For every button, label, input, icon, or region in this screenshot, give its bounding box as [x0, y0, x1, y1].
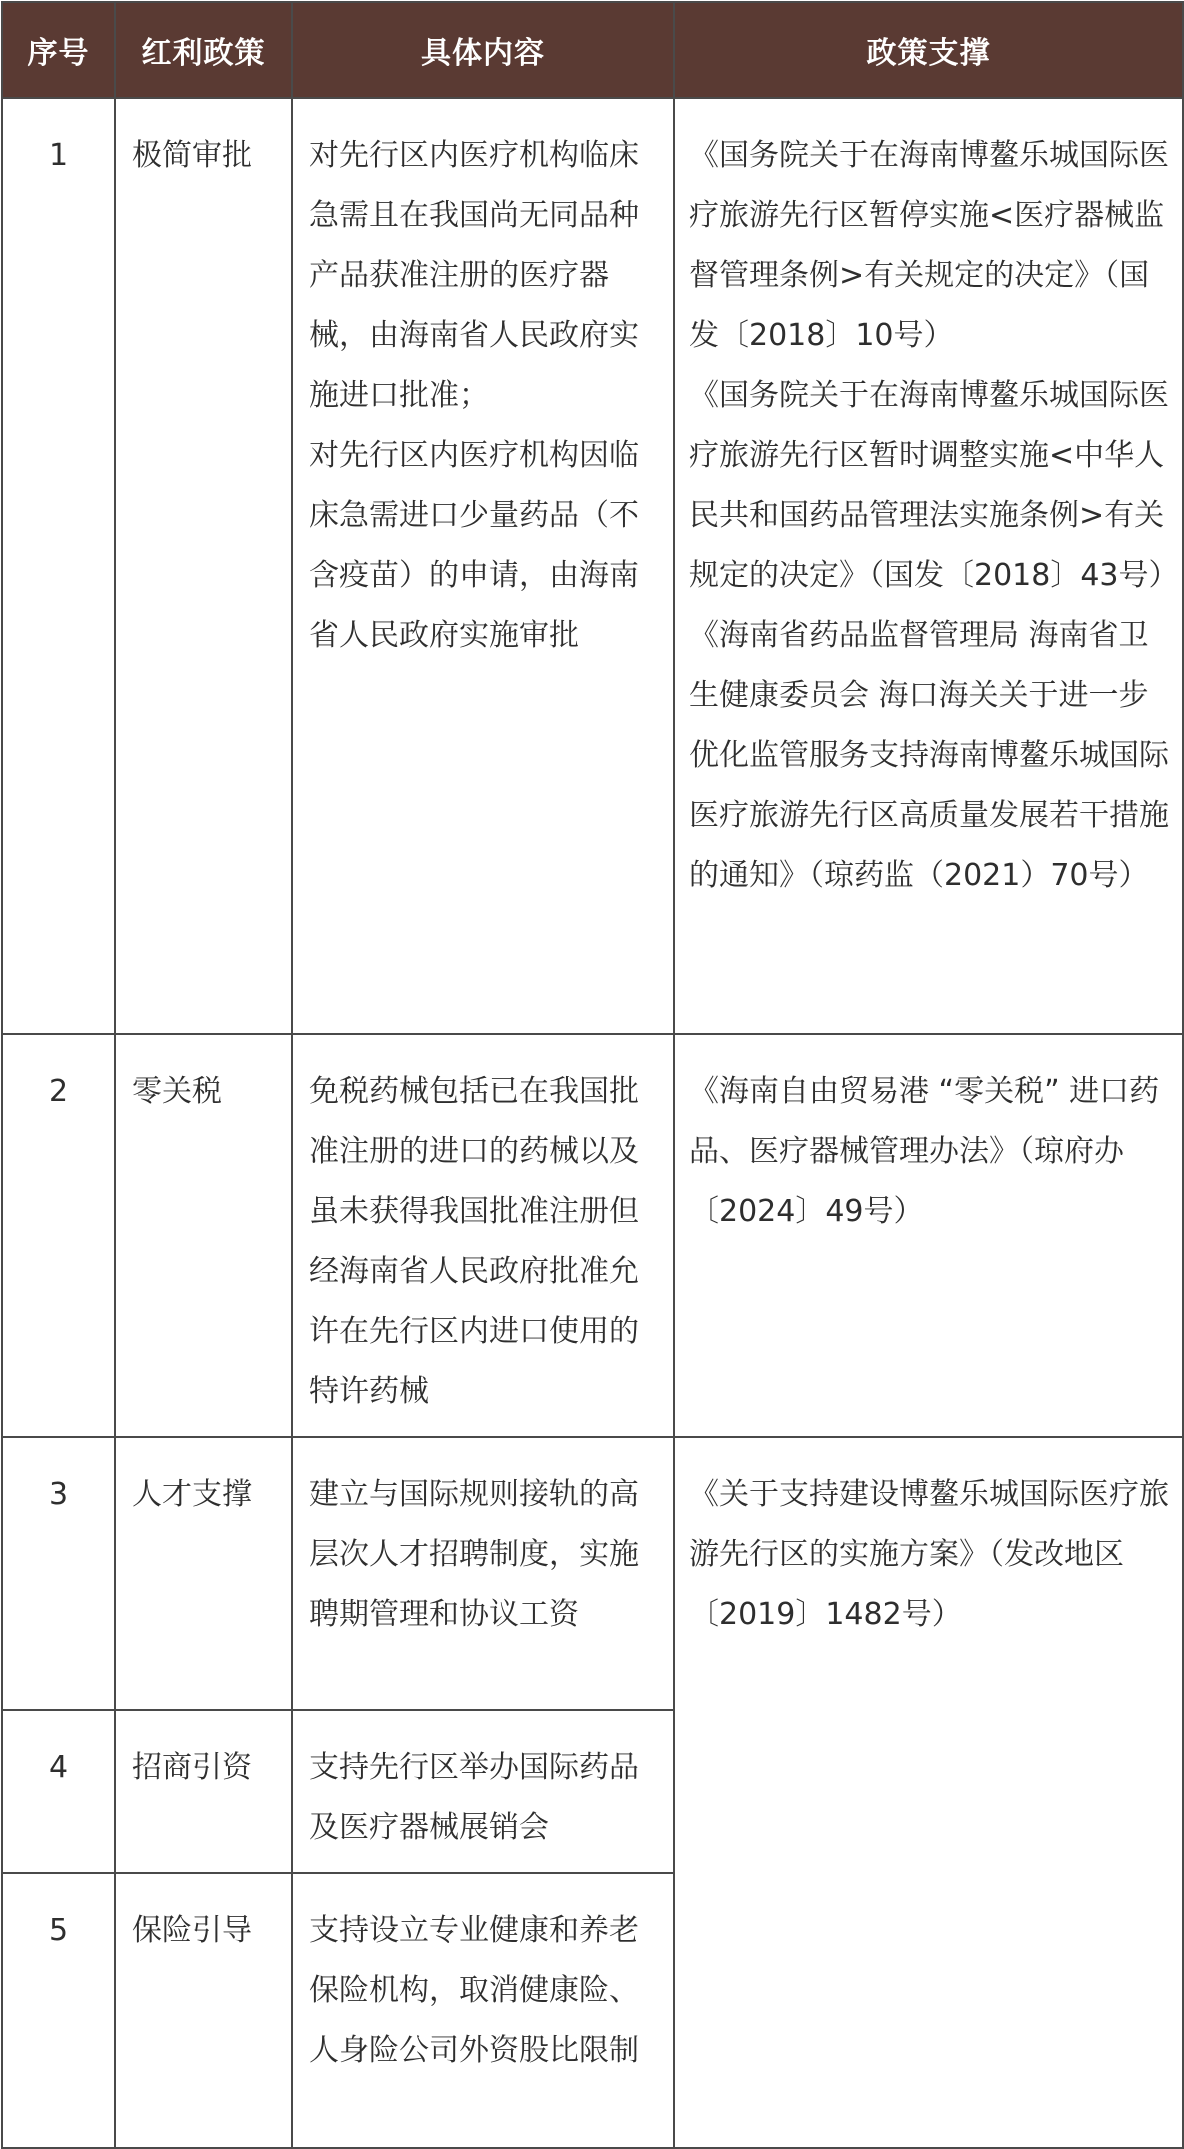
table-header [2, 2, 1183, 98]
table-body [2, 98, 1183, 2148]
support-paragraph: 《国务院关于在海南博鳌乐城国际医疗旅游先行区暂停实施<医疗器械监督管理条例>有关规定的决定》（国发〔2018〕10号） [689, 138, 1169, 353]
row-content [292, 98, 674, 1034]
row-index: 1 [2, 98, 115, 1034]
row-index: 4 [2, 1710, 115, 1873]
row-support [674, 1437, 1183, 2148]
row-policy: 人才支撑 [115, 1437, 292, 1710]
table-row [2, 1034, 1183, 1437]
support-paragraph: 《国务院关于在海南博鳌乐城国际医疗旅游先行区暂时调整实施<中华人民共和国药品管理法实施条例>有关规定的决定》（国发〔2018〕43号） [689, 378, 1179, 593]
header-policy: 红利政策 [115, 2, 292, 98]
header-index: 序号 [2, 2, 115, 98]
table-row [2, 1437, 1183, 1710]
support-paragraph: 《海南自由贸易港 “零关税” 进口药品、医疗器械管理办法》（琼府办〔2024〕49号） [689, 1074, 1160, 1229]
table-row [2, 98, 1183, 1034]
content-paragraph: 支持设立专业健康和养老保险机构，取消健康险、人身险公司外资股比限制 [309, 1913, 639, 2068]
content-paragraph: 支持先行区举办国际药品及医疗器械展销会 [309, 1750, 639, 1845]
content-paragraph: 对先行区内医疗机构因临床急需进口少量药品（不含疫苗）的申请，由海南省人民政府实施审批 [309, 438, 639, 653]
policy-table [1, 1, 1184, 2149]
row-support [674, 1034, 1183, 1437]
row-content [292, 1034, 674, 1437]
row-content [292, 1873, 674, 2148]
row-index: 3 [2, 1437, 115, 1710]
row-policy: 零关税 [115, 1034, 292, 1437]
row-policy: 招商引资 [115, 1710, 292, 1873]
header-content: 具体内容 [292, 2, 674, 98]
row-policy: 极简审批 [115, 98, 292, 1034]
row-policy: 保险引导 [115, 1873, 292, 2148]
content-paragraph: 对先行区内医疗机构临床急需且在我国尚无同品种产品获准注册的医疗器械，由海南省人民政府实施进口批准； [309, 138, 639, 413]
header-row [2, 2, 1183, 98]
support-paragraph: 《海南省药品监督管理局 海南省卫生健康委员会 海口海关关于进一步优化监管服务支持海南博鳌乐城国际医疗旅游先行区高质量发展若干措施的通知》（琼药监（2021）70号） [689, 618, 1169, 893]
content-paragraph: 免税药械包括已在我国批准注册的进口的药械以及虽未获得我国批准注册但经海南省人民政府批准允许在先行区内进口使用的特许药械 [309, 1074, 639, 1409]
row-index: 5 [2, 1873, 115, 2148]
row-content [292, 1710, 674, 1873]
row-support [674, 98, 1183, 1034]
header-support: 政策支撑 [674, 2, 1183, 98]
row-index: 2 [2, 1034, 115, 1437]
support-paragraph: 《关于支持建设博鳌乐城国际医疗旅游先行区的实施方案》（发改地区〔2019〕1482号） [689, 1477, 1169, 1632]
row-content [292, 1437, 674, 1710]
content-paragraph: 建立与国际规则接轨的高层次人才招聘制度，实施聘期管理和协议工资 [309, 1477, 639, 1632]
